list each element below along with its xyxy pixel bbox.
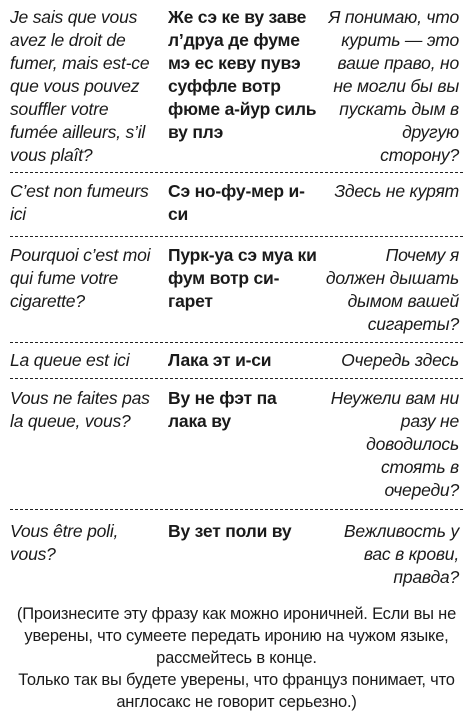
- transliteration: Ву зет поли ву: [168, 521, 292, 541]
- russian-translation: Вежливость у вас в крови, правда?: [343, 521, 459, 587]
- note-paragraph-1: (Произнесите эту фразу как можно ироничней. Если вы не уверены, что сумеете передать иронию на чужом языке, рассмейтесь в конце.: [16, 605, 457, 667]
- russian-translation: Здесь не курят: [334, 181, 459, 201]
- pronunciation-note: [10, 603, 463, 713]
- french-phrase: Vous être poli, vous?: [10, 521, 119, 564]
- table-row: [10, 6, 463, 173]
- table-row: [10, 379, 463, 510]
- french-phrase: Vous ne faites pas la queue, vous?: [10, 388, 150, 431]
- table-row: [10, 173, 463, 237]
- french-phrase: Pourquoi c’est moi qui fume votre cigarette?: [10, 245, 151, 311]
- transliteration: Же сэ ке ву заве л’друа де фуме мэ ес кеву пувэ суффле вотр фюме а-йур силь ву плэ: [168, 7, 317, 142]
- french-phrase: La queue est ici: [10, 350, 130, 370]
- table-row: [10, 237, 463, 343]
- phrase-table: [10, 6, 463, 593]
- transliteration: Лака эт и-си: [168, 350, 272, 370]
- table-row: [10, 343, 463, 379]
- french-phrase: C’est non fumeurs ici: [10, 181, 149, 224]
- russian-translation: Неужели вам ни разу не доводилось стоять в очереди?: [330, 388, 459, 500]
- russian-translation: Очередь здесь: [341, 350, 459, 370]
- transliteration: Пурк-уа сэ муа ки фум вотр си-гарет: [168, 245, 317, 311]
- note-paragraph-2: Только так вы будете уверены, что француз понимает, что англосакс не говорит серьезно.): [18, 671, 455, 711]
- russian-translation: Я понимаю, что курить — это ваше право, но не могли бы вы пускать дым в другую сторону?: [328, 7, 459, 165]
- table-row: [10, 510, 463, 593]
- transliteration: Сэ но-фу-мер и-си: [168, 181, 305, 224]
- transliteration: Ву не фэт па лака ву: [168, 388, 277, 431]
- russian-translation: Почему я должен дышать дымом вашей сигареты?: [325, 245, 459, 334]
- french-phrase: Je sais que vous avez le droit de fumer, mais est-ce que vous pouvez souffler votre fumée ailleurs, s’il vous plaît?: [10, 7, 150, 165]
